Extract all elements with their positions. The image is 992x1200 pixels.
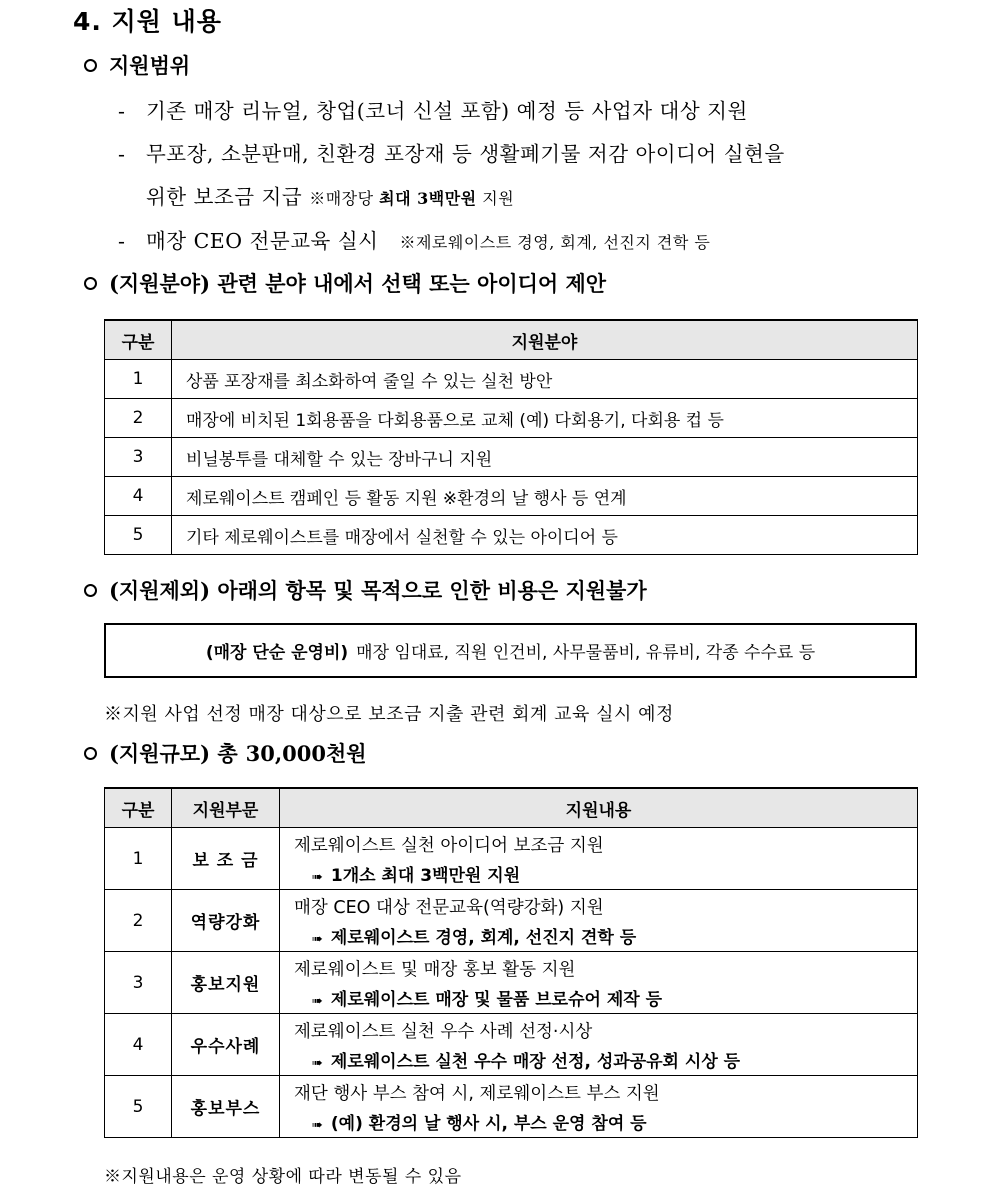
scope-heading-text: 지원범위 bbox=[109, 53, 191, 78]
header-field: 지원분야 bbox=[172, 320, 918, 360]
table-row: 5 기타 제로웨이스트를 매장에서 실천할 수 있는 아이디어 등 bbox=[105, 516, 918, 555]
bullet-circle-icon bbox=[84, 747, 97, 760]
table-header-row bbox=[105, 320, 918, 360]
header-no: 구분 bbox=[105, 320, 172, 360]
exclusion-heading bbox=[84, 575, 647, 605]
scope-item-2: - 무포장, 소분판매, 친환경 포장재 등 생활폐기물 저감 아이디어 실현을 bbox=[118, 142, 785, 166]
scope-note: ※매장당 최대 3백만원 지원 bbox=[309, 189, 515, 208]
exclusion-label: (매장 단순 운영비) bbox=[205, 643, 349, 663]
table-row: 4 제로웨이스트 캠페인 등 활동 지원 ※환경의 날 행사 등 연계 bbox=[105, 477, 918, 516]
scale-heading bbox=[84, 738, 367, 768]
table-row: 2 매장에 비치된 1회용품을 다회용품으로 교체 (예) 다회용기, 다회용 컵 등 bbox=[105, 399, 918, 438]
footnote: ※지원내용은 운영 상황에 따라 변동될 수 있음 bbox=[104, 1167, 462, 1187]
scope-heading bbox=[84, 50, 190, 80]
scope-item-1: - 기존 매장 리뉴얼, 창업(코너 신설 포함) 예정 등 사업자 대상 지원 bbox=[118, 99, 748, 123]
exclusion-heading-text: (지원제외) 아래의 항목 및 목적으로 인한 비용은 지원불가 bbox=[109, 578, 647, 603]
scale-heading-prefix: (지원규모) 총 bbox=[109, 741, 238, 766]
bullet-circle-icon bbox=[84, 277, 97, 290]
section-title: 4. 지원 내용 bbox=[73, 7, 222, 36]
table-row: 1 상품 포장재를 최소화하여 줄일 수 있는 실천 방안 bbox=[105, 360, 918, 399]
scope-item-2-cont: 위한 보조금 지급 ※매장당 최대 3백만원 지원 bbox=[146, 185, 515, 209]
header-dept: 지원부문 bbox=[172, 788, 280, 828]
edu-note: ※제로웨이스트 경영, 회계, 선진지 견학 등 bbox=[399, 233, 711, 252]
table-header-row bbox=[105, 788, 918, 828]
header-no: 구분 bbox=[105, 788, 172, 828]
arrow-right-icon: ➠ bbox=[312, 931, 323, 947]
fields-heading-text: (지원분야) 관련 분야 내에서 선택 또는 아이디어 제안 bbox=[109, 271, 607, 296]
table-row: 2 역량강화 매장 CEO 대상 전문교육(역량강화) 지원 ➠ 제로웨이스트 경영, 회계, 선진지 견학 등 bbox=[105, 890, 918, 952]
exclusion-note: ※지원 사업 선정 매장 대상으로 보조금 지출 관련 회계 교육 실시 예정 bbox=[104, 704, 674, 725]
arrow-right-icon: ➠ bbox=[312, 993, 323, 1009]
scale-table bbox=[104, 787, 918, 1138]
table-row: 3 비닐봉투를 대체할 수 있는 장바구니 지원 bbox=[105, 438, 918, 477]
arrow-right-icon: ➠ bbox=[312, 1117, 323, 1133]
table-row: 3 홍보지원 제로웨이스트 및 매장 홍보 활동 지원 ➠ 제로웨이스트 매장 및 물품 브로슈어 제작 등 bbox=[105, 952, 918, 1014]
fields-heading bbox=[84, 268, 606, 298]
table-row: 5 홍보부스 재단 행사 부스 참여 시, 제로웨이스트 부스 지원 ➠ (예) 환경의 날 행사 시, 부스 운영 참여 등 bbox=[105, 1076, 918, 1138]
bullet-circle-icon bbox=[84, 584, 97, 597]
exclusion-text: 매장 임대료, 직원 인건비, 사무물품비, 유류비, 각종 수수료 등 bbox=[356, 643, 816, 663]
fields-table bbox=[104, 319, 918, 555]
scale-amount: 30,000천원 bbox=[245, 741, 367, 766]
table-row: 4 우수사례 제로웨이스트 실천 우수 사례 선정·시상 ➠ 제로웨이스트 실천 우수 매장 선정, 성과공유회 시상 등 bbox=[105, 1014, 918, 1076]
arrow-right-icon: ➠ bbox=[312, 869, 323, 885]
header-content: 지원내용 bbox=[280, 788, 918, 828]
arrow-right-icon: ➠ bbox=[312, 1055, 323, 1071]
bullet-circle-icon bbox=[84, 59, 97, 72]
scope-item-3: - 매장 CEO 전문교육 실시 ※제로웨이스트 경영, 회계, 선진지 견학 등 bbox=[118, 229, 711, 253]
table-row: 1 보 조 금 제로웨이스트 실천 아이디어 보조금 지원 ➠ 1개소 최대 3백만원 지원 bbox=[105, 828, 918, 890]
exclusion-box bbox=[104, 623, 917, 678]
